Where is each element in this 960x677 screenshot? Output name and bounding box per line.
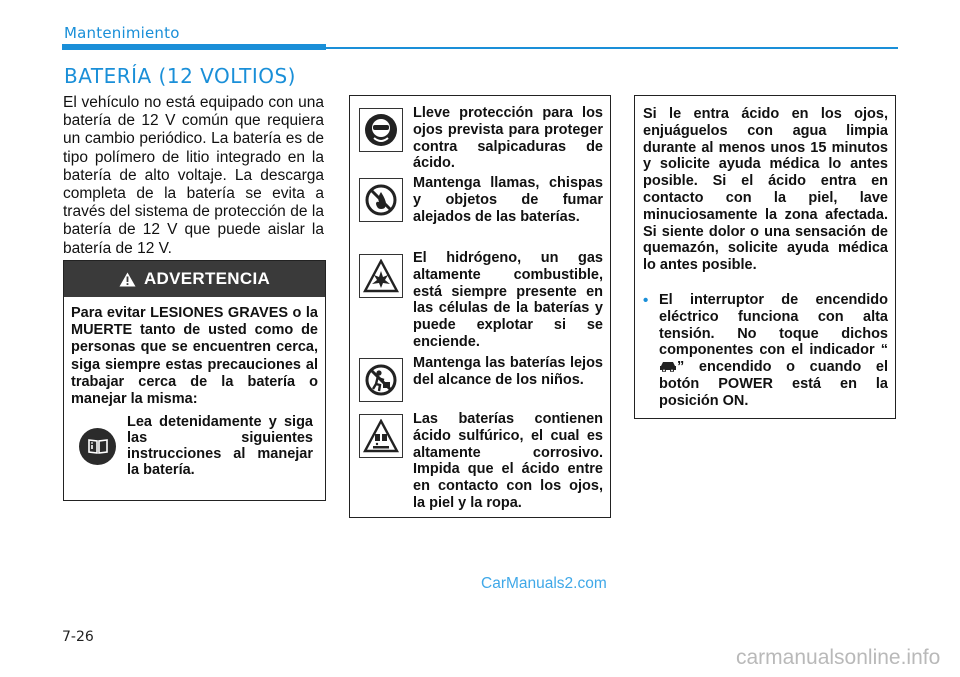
warning-header (64, 261, 325, 297)
precaution-text: El hidrógeno, un gas altamente combustible, está siempre presente en las células de la baterías y puede explotar si se enciende. (413, 250, 603, 350)
no-flames-icon (359, 178, 403, 222)
precaution-text: Lleve protección para los ojos prevista para proteger contra salpicaduras de ácido. (413, 105, 603, 172)
warning-title: ADVERTENCIA (143, 269, 271, 288)
bullet-text: El interruptor de encendido eléctrico funciona con alta tensión. No toque dichos componentes con el indicador “” encendido o cuando el botón POWER está en la posición ON. (659, 292, 888, 409)
read-manual-row (64, 414, 325, 478)
keep-away-children-icon (359, 358, 403, 402)
warning-body: Para evitar LESIONES GRAVES o la MUERTE tanto de usted como de personas que se encuentren cerca, siga siempre estas precauciones al trabajar cerca de la batería o manejar la misma: (71, 305, 318, 408)
acid-note-text: Si le entra ácido en los ojos, enjuáguelos con agua limpia durante al menos unos 15 minutos y solicite ayuda médica lo antes posible. Si el ácido entra en contacto con la piel, lave minuciosamente la zona afectada. Si siente dolor o una sensación de quemazón, solicite ayuda médica lo antes posible. (643, 106, 888, 274)
explosion-icon (359, 254, 403, 298)
section-label: Mantenimiento (64, 24, 180, 42)
footer-watermark: carmanualsonline.info (736, 646, 941, 669)
intro-paragraph: El vehículo no está equipado con una batería de 12 V común que requiera un cambio periódico. La batería es de tipo polímero de litio integrado en la batería de alto voltaje. La descarga completa de la batería se evita a través del sistema de protección de la batería de 12 V que puede aislar la batería de 12 V. (63, 94, 324, 257)
header-rule-thick (62, 44, 326, 50)
precautions-box (349, 95, 611, 518)
corrosive-icon (359, 414, 403, 458)
precaution-text: Mantenga llamas, chispas y objetos de fumar alejados de las baterías. (413, 175, 603, 225)
high-voltage-bullet (643, 292, 888, 410)
warning-triangle-icon (119, 272, 136, 287)
eye-protection-icon (359, 108, 403, 152)
precaution-text: Mantenga las baterías lejos del alcance de los niños. (413, 355, 603, 388)
precaution-text: Las baterías contienen ácido sulfúrico, el cual es altamente corrosivo. Impida que el ácido entre en contacto con los ojos, la piel y la ropa. (413, 411, 603, 511)
header-rule-thin (326, 47, 898, 49)
read-manual-icon (79, 428, 116, 465)
acid-note-box (634, 95, 896, 419)
warning-box (63, 260, 326, 501)
ready-indicator-icon (659, 360, 677, 372)
bullet-dot: • (643, 292, 649, 309)
page-heading: BATERÍA (12 VOLTIOS) (64, 64, 296, 88)
read-manual-text: Lea detenidamente y siga las siguientes instrucciones al manejar la batería. (127, 414, 313, 479)
page-number: 7-26 (62, 629, 94, 645)
watermark-link[interactable]: CarManuals2.com (481, 575, 607, 592)
